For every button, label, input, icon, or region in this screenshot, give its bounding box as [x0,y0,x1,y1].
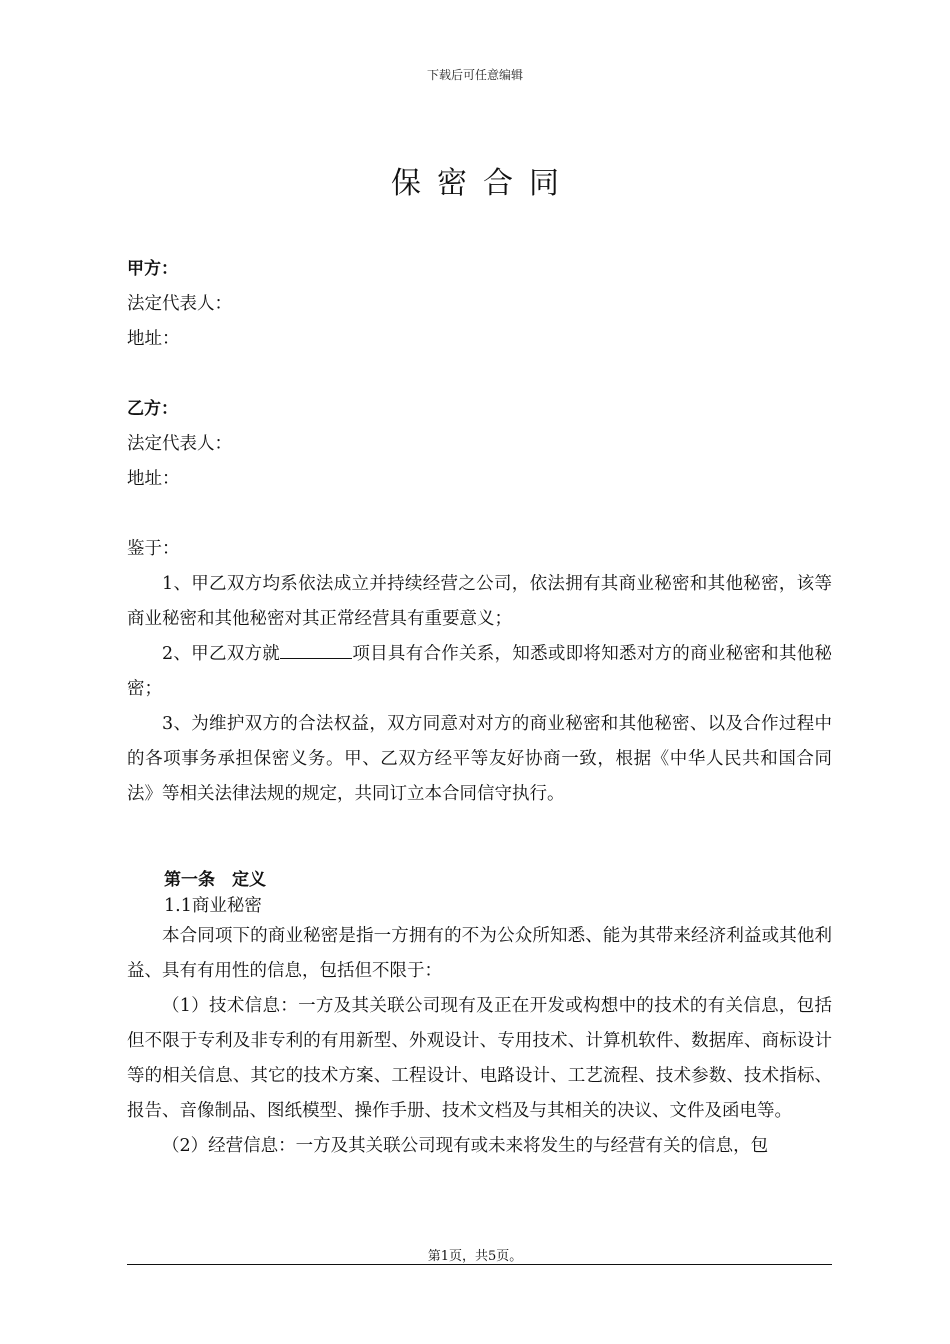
party-b-rep: 法定代表人： [127,434,232,454]
recital-item-2 [127,637,832,707]
document-body [127,252,832,1164]
party-a-label: 甲方： [127,259,178,279]
article-paragraph-3: （2）经营信息：一方及其关联公司现有或未来将发生的与经营有关的信息，包 [162,1136,769,1156]
header-note: 下载后可任意编辑 [426,68,523,82]
recital-item-2-after: 项目具有合作关系，知悉或即将知悉对方的商业秘密和其他秘密； [127,644,832,699]
recital-item-2-before: 2、甲乙双方就 [162,644,281,664]
footer-divider [127,1264,832,1265]
article-paragraph-2: （1）技术信息：一方及其关联公司现有及正在开发或构想中的技术的有关信息，包括但不限于专利及非专利的有用新型、外观设计、专用技术、计算机软件、数据库、商标设计等的相关信息、其它的技术方案、工程设计、电路设计、工艺流程、技术参数、技术指标、报告、音像制品、图纸模型、操作手册、技术文档及与其相关的决议、文件及函电等。 [127,996,832,1121]
article-paragraph-1: 本合同项下的商业秘密是指一方拥有的不为公众所知悉、能为其带来经济利益或其他利益、具有有用性的信息，包括但不限于： [127,926,832,981]
party-b-address: 地址： [127,469,180,489]
blank-field [280,640,352,659]
page-number: 第1页，共5页。 [427,1249,523,1264]
recital-item-3: 3、为维护双方的合法权益，双方同意对对方的商业秘密和其他秘密、以及合作过程中的各项事务承担保密义务。甲、乙双方经平等友好协商一致，根据《中华人民共和国合同法》等相关法律法规的规定，共同订立本合同信守执行。 [127,714,832,804]
section-title: 1.1商业秘密 [164,896,262,916]
article-title: 第一条 定义 [164,870,266,890]
recital-item-1: 1、甲乙双方均系依法成立并持续经营之公司，依法拥有其商业秘密和其他秘密，该等商业秘密和其他秘密对其正常经营具有重要意义； [127,574,832,629]
party-b-label: 乙方： [127,399,178,419]
party-a-address: 地址： [127,329,180,349]
page-title: 保密合同 [391,166,575,201]
party-a-rep: 法定代表人： [127,294,232,314]
recitals-heading: 鉴于： [127,539,180,559]
